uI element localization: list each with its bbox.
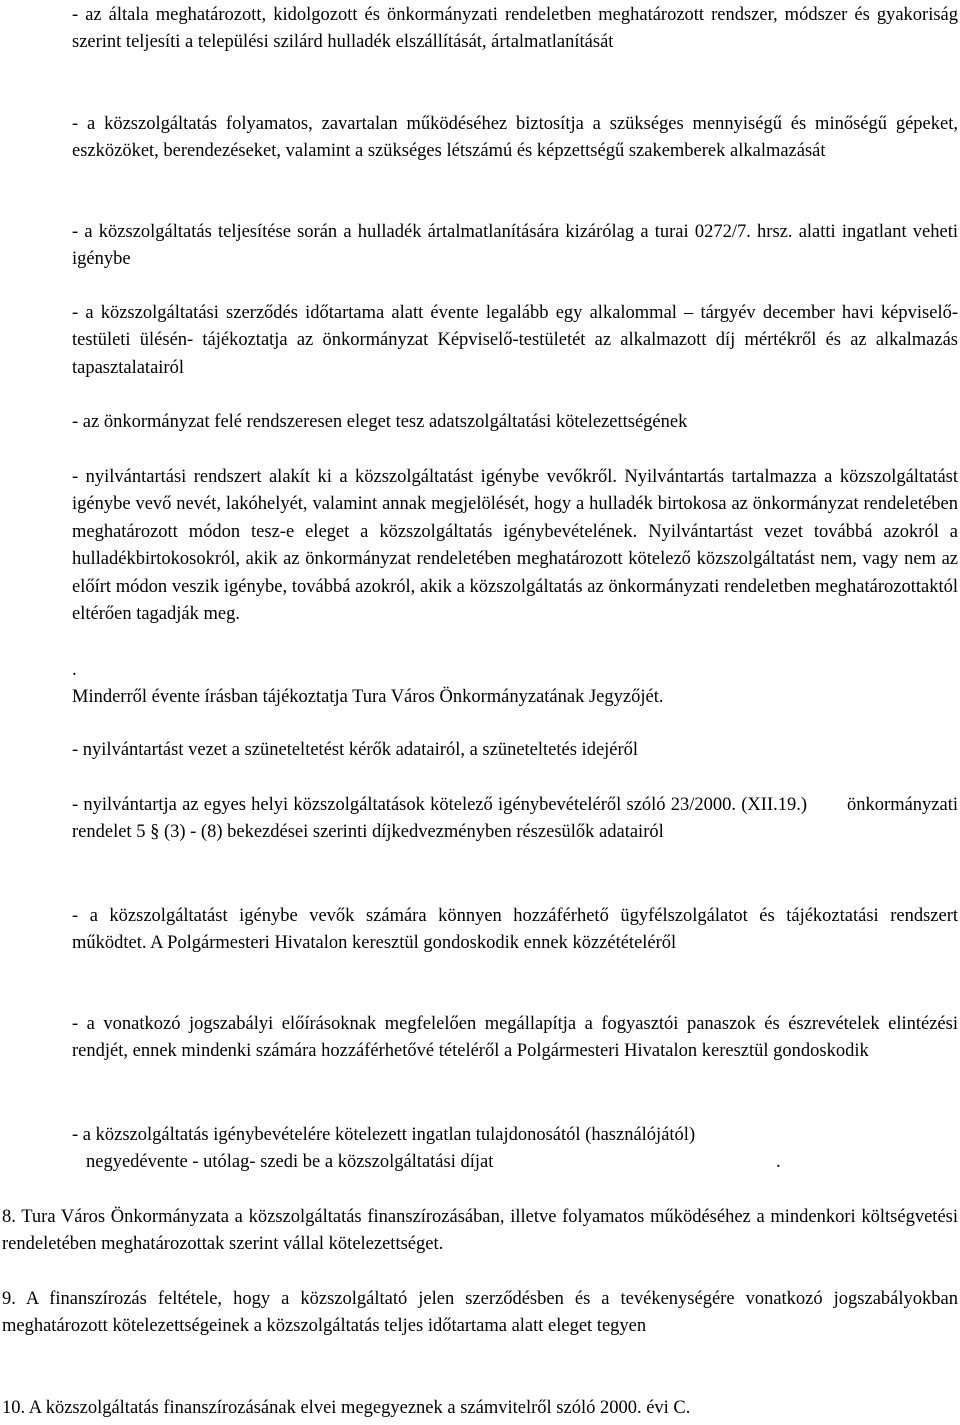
paragraph-section-10: 10. A közszolgáltatás finanszírozásának elvei megegyeznek a számvitelről szóló 2000. évi C. bbox=[2, 1398, 691, 1418]
paragraph-registry-system: - nyilvántartási rendszert alakít ki a közszolgáltatást igénybe vevőkről. Nyilvántartás tartalmazza a közszolgáltatást igénybe vevő nevét, lakóhelyét, valamint annak megjelölését, hogy a hulladék birtokosa az önkormányzat rendeletében meghatározott módon tesz-e eleget a közszolgáltatás igénybevételének. Nyilvántartást vezet továbbá azokról a hulladékbirtokosokról, akik az önkormányzat rendeletében meghatározott kötelező közszolgáltatást nem, vagy nem az előírt módon veszik igénybe, továbbá azokról, akik a közszolgáltatás az önkormányzati rendeletben meghatározottaktól eltérően tagadják meg. bbox=[72, 467, 958, 625]
paragraph-equipment-staff: - a közszolgáltatás folyamatos, zavartalan működéséhez biztosítja a szükséges mennyiségű és minőségű gépeket, eszközöket, berendezéseket, valamint a szükséges létszámú és képzettségű szakemberek alkalmazását bbox=[72, 114, 958, 162]
paragraph-suspension-registry: - nyilvántartást vezet a szüneteltetést kérők adatairól, a szüneteltetés idejéről bbox=[72, 740, 639, 760]
paragraph-fee-collection-dot: . bbox=[776, 1152, 781, 1172]
paragraph-disposal-site: - a közszolgáltatás teljesítése során a hulladék ártalmatlanítására kizárólag a turai 0272/7. hrsz. alatti ingatlant veheti igénybe bbox=[72, 222, 958, 270]
paragraph-transport-disposal: - az általa meghatározott, kidolgozott és önkormányzati rendeletben meghatározott rendszer, módszer és gyakoriság szerint teljesíti a települési szilárd hulladék elszállítását, ártalmatlanítását bbox=[72, 5, 958, 53]
paragraph-fee-collection-line-2: negyedévente - utólag- szedi be a közszolgáltatási díjat bbox=[86, 1152, 494, 1172]
paragraph-fee-collection-line-1: - a közszolgáltatás igénybevételére kötelezett ingatlan tulajdonosától (használójától) bbox=[72, 1125, 696, 1145]
paragraph-annual-report: - a közszolgáltatási szerződés időtartama alatt évente legalább egy alkalommal – tárgyév december havi képviselő-testületi ülésén- tájékoztatja az önkormányzat Képviselő-testületét az alkalmazott díj mértékről és az alkalmazás tapasztalatairól bbox=[72, 303, 958, 378]
paragraph-customer-service: - a közszolgáltatást igénybe vevők számára könnyen hozzáférhető ügyfélszolgálatot és tájékoztatási rendszert működtet. A Polgármesteri Hivatalon keresztül gondoskodik ennek közzétételéről bbox=[72, 906, 958, 954]
paragraph-dot: . bbox=[72, 660, 77, 680]
paragraph-section-9: 9. A finanszírozás feltétele, hogy a közszolgáltató jelen szerződésben és a tevékenységére vonatkozó jogszabályokban meghatározott kötelezettségeinek a közszolgáltatás teljes időtartama alatt eleget tegyen bbox=[2, 1289, 958, 1337]
paragraph-complaints: - a vonatkozó jogszabályi előírásoknak megfelelően megállapítja a fogyasztói panaszok és észrevételek elintézési rendjét, ennek mindenki számára hozzáférhetővé tételéről a Polgármesteri Hivatalon keresztül gondoskodik bbox=[72, 1014, 958, 1062]
paragraph-section-8: 8. Tura Város Önkormányzata a közszolgáltatás finanszírozásában, illetve folyamatos működéséhez a mindenkori költségvetési rendeletében meghatározottak szerint vállal kötelezettséget. bbox=[2, 1207, 958, 1255]
discount-registry-part-2: önkormányzati rendelet 5 § (3) - (8) bekezdései szerinti díjkedvezményben részesülők adatairól bbox=[72, 795, 958, 843]
paragraph-discount-registry bbox=[72, 792, 958, 847]
paragraph-data-supply: - az önkormányzat felé rendszeresen eleget tesz adatszolgáltatási kötelezettségének bbox=[72, 412, 688, 432]
paragraph-notary-report: Minderről évente írásban tájékoztatja Tura Város Önkormányzatának Jegyzőjét. bbox=[72, 687, 664, 707]
discount-registry-part-1: - nyilvántartja az egyes helyi közszolgáltatások kötelező igénybevételéről szóló 23/2000. (XII.19.) bbox=[72, 795, 808, 815]
